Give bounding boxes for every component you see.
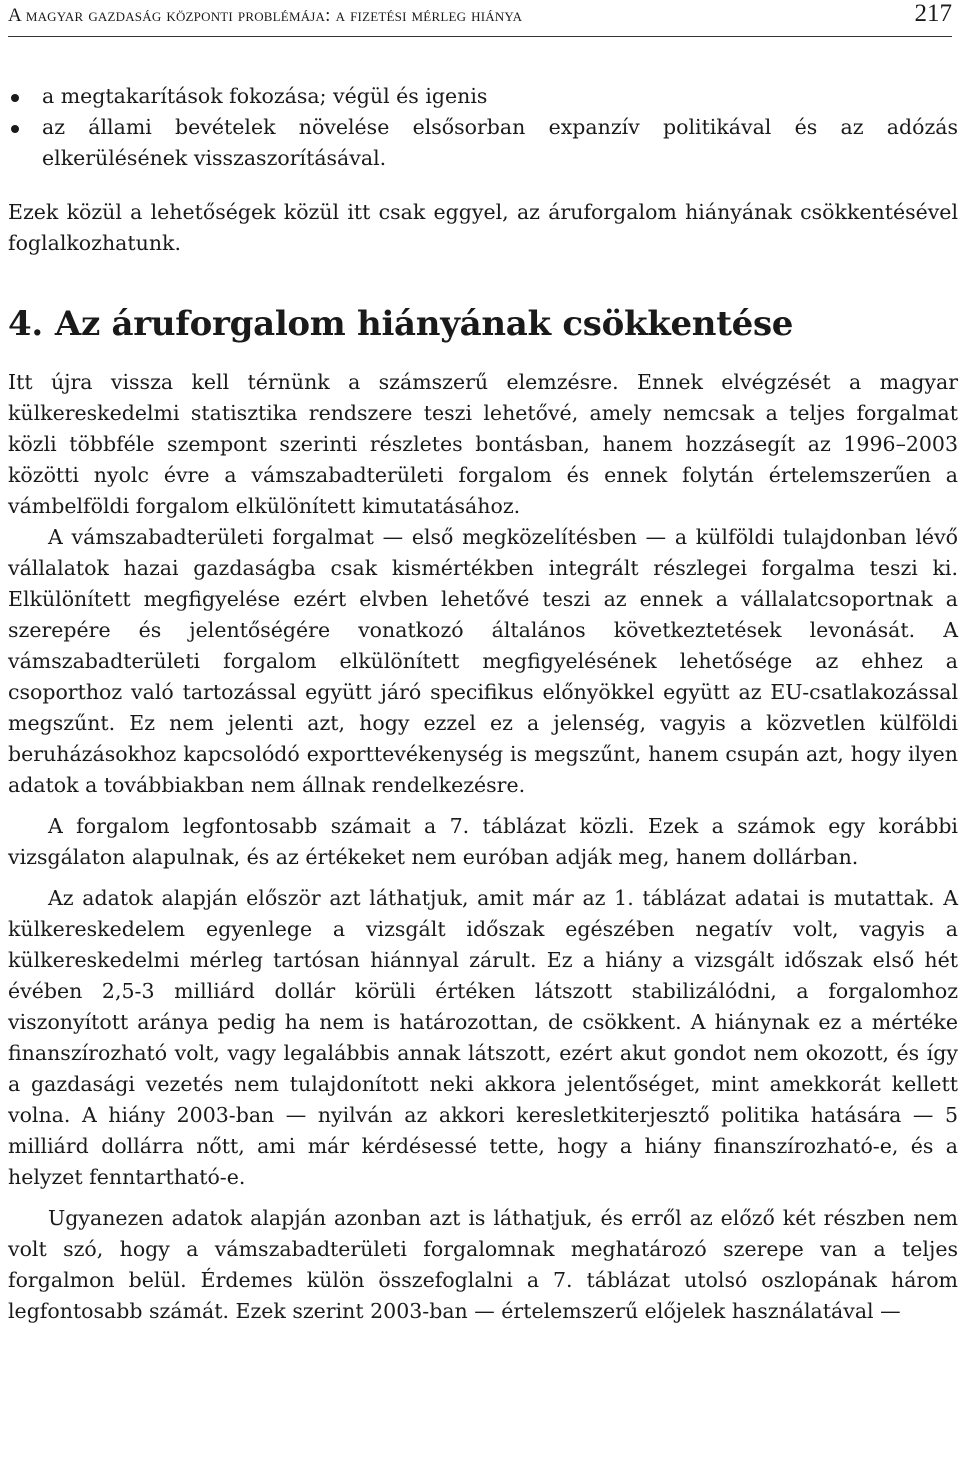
running-header — [8, 0, 952, 30]
section-heading — [8, 302, 958, 346]
section-number: 4. — [8, 304, 43, 344]
body-paragraph: Itt újra vissza kell térnünk a számszerű elemzésre. Ennek elvégzését a magyar külkereskedelmi statisztika rendszere teszi lehetővé, amely nemcsak a teljes forgalmat közli többféle szempont szerinti részletes bontásban, hanem hozzásegít az 1996–2003 közötti nyolc évre a vámszabadterületi forgalom és ennek folytán értelemszerűen a vámbelföldi forgalom elkülönített kimutatásához. — [8, 370, 958, 518]
body-paragraph: Ugyanezen adatok alapján azonban azt is láthatjuk, és erről az előző két részben nem volt szó, hogy a vámszabadterületi forgalomnak meghatározó szerepe van a teljes forgalmon belül. Érdemes külön összefoglalni a 7. táblázat utolsó oszlopának három legfontosabb számát. Ezek szerint 2003-ban — értelemszerű előjelek használatával — — [8, 1206, 958, 1323]
page-number: 217 — [914, 0, 952, 27]
page-body — [8, 81, 958, 1327]
body-paragraph: A forgalom legfontosabb számait a 7. táblázat közli. Ezek a számok egy korábbi vizsgálaton alapulnak, és az értékeket nem euróban adják meg, hanem dollárban. — [8, 814, 958, 869]
body-paragraph: A vámszabadterületi forgalmat — első megközelítésben — a külföldi tulajdonban lévő vállalatok hazai gazdaságba csak kismértékben integrált részlegei forgalma teszi ki. Elkülönített megfigyelése ezért elvben lehetővé teszi az ennek a vállalatcsoportnak a szerepére és jelentőségére vonatkozó általános következtetések levonását. A vámszabadterületi forgalom elkülönített megfigyelésének lehetősége az ehhez a csoporthoz való tartozással együtt járó specifikus előnyökkel együtt az EU-csatlakozással megszűnt. Ez nem jelenti azt, hogy ezzel ez a jelenség, vagyis a közvetlen külföldi beruházásokhoz kapcsolódó exporttevékenység is megszűnt, hanem csupán azt, hogy ilyen adatok a továbbiakban nem állnak rendelkezésre. — [8, 525, 958, 797]
bullet-list — [8, 81, 958, 174]
list-item: a megtakarítások fokozása; végül és igenis — [8, 81, 958, 112]
body-paragraph: Az adatok alapján először azt láthatjuk, amit már az 1. táblázat adatai is mutattak. A külkereskedelem egyenlege a vizsgált időszak egészében negatív volt, vagyis a külkereskedelmi mérleg tartósan hiánnyal zárult. Ez a hiány a vizsgált időszak első hét évében 2,5-3 milliárd dollár körüli értéken látszott stabilizálódni, a forgalomhoz viszonyított aránya pedig ha nem is határozottan, de csökkent. A hiánynak ez a mértéke finanszírozható volt, vagy legalábbis annak látszott, ezért akut gondot nem okozott, és így a gazdasági vezetés nem tulajdonított neki akkora jelentőséget, mint amekkorát kellett volna. A hiány 2003-ban — nyilván az akkori keresletkiterjesztő politika hatására — 5 milliárd dollárra nőtt, ami már kérdésessé tette, hogy a hiány finanszírozható-e, és a helyzet fenntartható-e. — [8, 886, 958, 1189]
header-divider — [8, 36, 952, 37]
list-item: az állami bevételek növelése elsősorban expanzív politikával és az adózás elkerülésének visszaszorításával. — [8, 112, 958, 174]
section-title: Az áruforgalom hiányának csökkentése — [54, 304, 794, 344]
intro-paragraph: Ezek közül a lehetőségek közül itt csak eggyel, az áruforgalom hiányának csökkentésével foglalkozhatunk. — [8, 200, 958, 255]
running-header-title: A magyar gazdaság központi problémája: a fizetési mérleg hiánya — [8, 5, 523, 26]
